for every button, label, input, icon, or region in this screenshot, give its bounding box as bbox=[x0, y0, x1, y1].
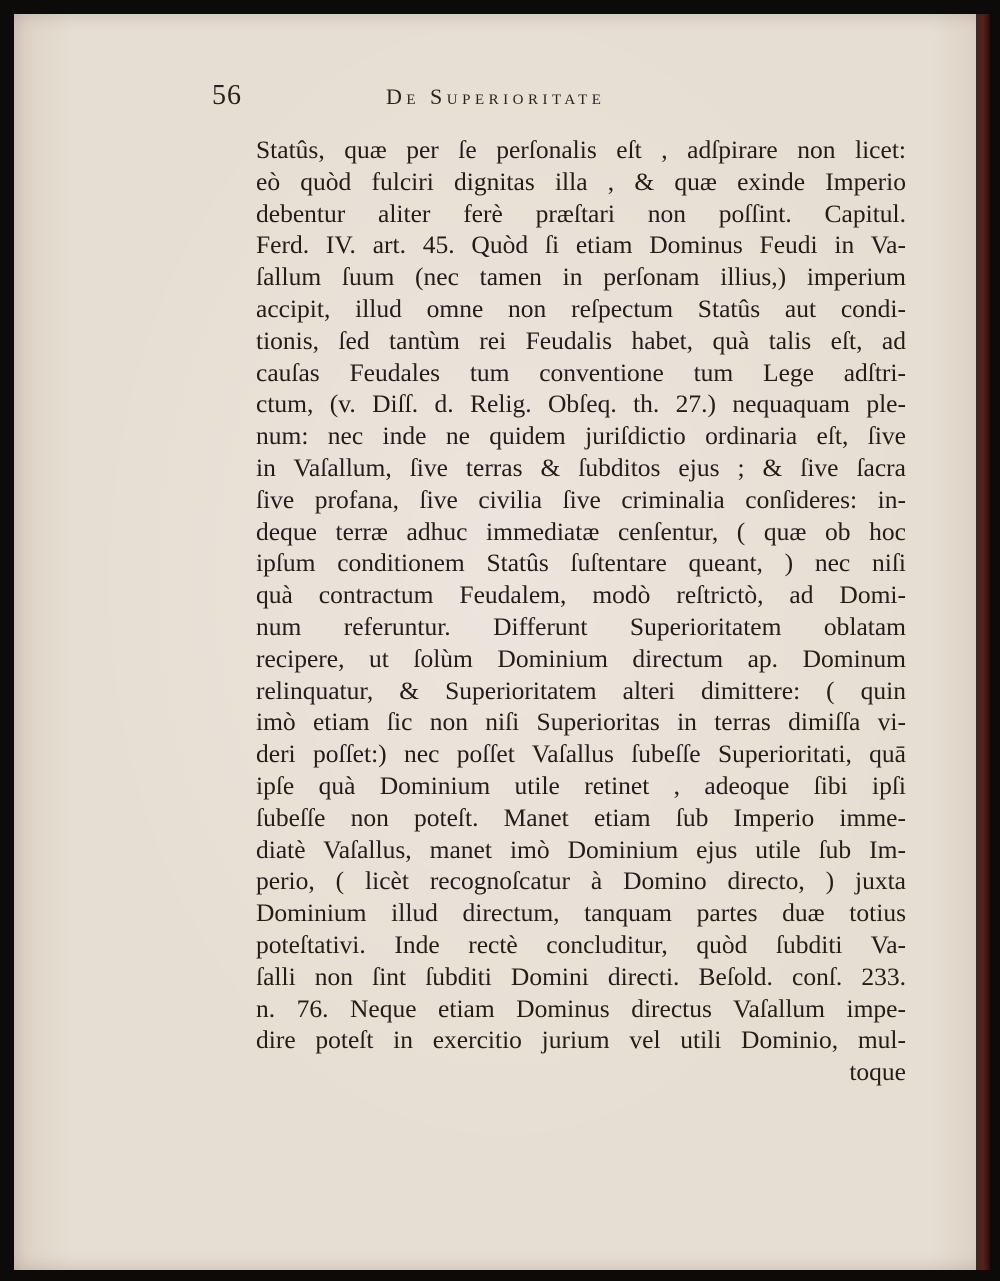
text-line: imò etiam ſic non niſi Superioritas in terras dimiſſa vi- bbox=[256, 707, 906, 737]
text-line: ipſe quà Dominium utile retinet , adeoque ſibi ipſi bbox=[256, 770, 906, 800]
text-line: diatè Vaſallus, manet imò Dominium ejus utile ſub Im- bbox=[256, 834, 906, 864]
text-line: in Vaſallum, ſive terras & ſubditos ejus ; & ſive ſacra bbox=[256, 452, 906, 482]
text-line: ſalli non ſint ſubditi Domini directi. Beſold. conſ. 233. bbox=[256, 961, 906, 991]
text-line: quà contractum Feudalem, modò reſtrictò, ad Domi- bbox=[256, 580, 906, 610]
text-line: num referuntur. Differunt Superioritatem oblatam bbox=[256, 611, 906, 641]
text-line: ſallum ſuum (nec tamen in perſonam illius,) imperium bbox=[256, 262, 906, 292]
text-line: Statûs, quæ per ſe perſonalis eſt , adſpirare non licet: bbox=[256, 135, 906, 164]
text-line: poteſtativi. Inde rectè concluditur, quòd ſubditi Va- bbox=[256, 929, 906, 959]
text-line: deque terræ adhuc immediatæ cenſentur, ( quæ ob hoc bbox=[256, 516, 906, 546]
text-line: eò quòd fulciri dignitas illa , & quæ exinde Imperio bbox=[256, 166, 906, 196]
text-line: ſubeſſe non poteſt. Manet etiam ſub Imperio imme- bbox=[256, 802, 906, 832]
text-line: deri poſſet:) nec poſſet Vaſallus ſubeſſe Superioritati, quā bbox=[256, 739, 906, 769]
text-line: cauſas Feudales tum conventione tum Lege adſtri- bbox=[256, 357, 906, 387]
text-line: debentur aliter ferè præſtari non poſſint. Capitul. bbox=[256, 198, 906, 228]
text-line: dire poteſt in exercitio jurium vel utili Dominio, mul- bbox=[256, 1025, 906, 1055]
page-edge bbox=[976, 14, 990, 1270]
text-line: num: nec inde ne quidem juriſdictio ordinaria eſt, ſive bbox=[256, 421, 906, 451]
text-line: ipſum conditionem Statûs ſuſtentare queant, ) nec niſi bbox=[256, 548, 906, 578]
text-line: Ferd. IV. art. 45. Quòd ſi etiam Dominus Feudi in Va- bbox=[256, 230, 906, 260]
text-line: ctum, (v. Diſſ. d. Relig. Obſeq. th. 27.) nequaquam ple- bbox=[256, 389, 906, 419]
running-head: De Superioritate bbox=[386, 84, 606, 109]
text-line: accipit, illud omne non reſpectum Statûs aut condi- bbox=[256, 293, 906, 323]
text-line: perio, ( licèt recognoſcatur à Domino directo, ) juxta bbox=[256, 866, 906, 896]
text-line: recipere, ut ſolùm Dominium directum ap. Dominum bbox=[256, 643, 906, 673]
text-line: Dominium illud directum, tanquam partes duæ totius bbox=[256, 898, 906, 928]
text-line: ſive profana, ſive civilia ſive criminalia conſideres: in- bbox=[256, 484, 906, 514]
catchword: toque bbox=[849, 1057, 906, 1087]
text-line: relinquatur, & Superioritatem alteri dimittere: ( quin bbox=[256, 675, 906, 705]
page-header bbox=[0, 80, 1000, 116]
page-number: 56 bbox=[212, 80, 242, 111]
body-text bbox=[256, 134, 906, 1088]
text-line: n. 76. Neque etiam Dominus directus Vaſallum impe- bbox=[256, 993, 906, 1023]
text-line: tionis, ſed tantùm rei Feudalis habet, quà talis eſt, ad bbox=[256, 325, 906, 355]
